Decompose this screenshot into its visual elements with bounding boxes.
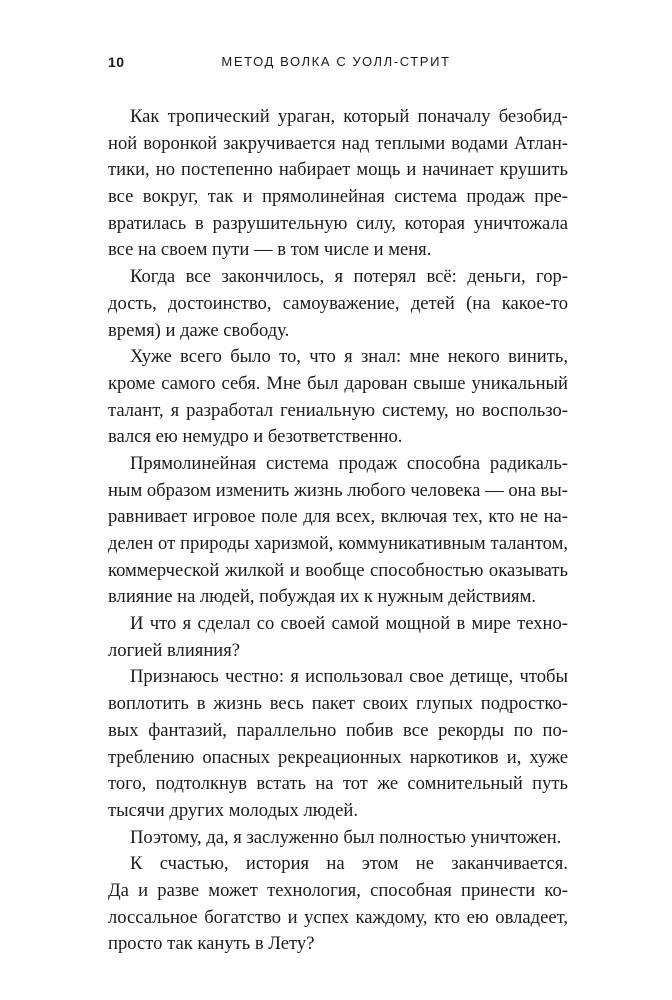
paragraph xyxy=(108,344,568,451)
body-text xyxy=(108,104,568,958)
text-line: ной воронкой закручивается над теплыми водами Атлан- xyxy=(108,132,568,154)
text-line: Хуже всего было то, что я знал: мне некого винить, xyxy=(130,346,568,368)
text-line: воплотить в жизнь весь пакет своих глупых подростко- xyxy=(108,693,568,715)
text-line: Признаюсь честно: я использовал свое детище, чтобы xyxy=(130,666,568,688)
text-line: лоссальное богатство и успех каждому, кто ею овладеет, xyxy=(108,906,568,928)
paragraph xyxy=(108,104,568,264)
paragraph xyxy=(108,851,568,958)
page-header xyxy=(108,54,564,74)
text-line: дость, достоинство, самоуважение, детей (на какое-то xyxy=(108,292,568,314)
text-line: Прямолинейная система продаж способна радикаль- xyxy=(130,452,568,474)
paragraph xyxy=(108,664,568,824)
text-line: логией влияния? xyxy=(108,639,241,661)
text-line: К счастью, история на этом не заканчивается. xyxy=(130,853,568,875)
text-line: кроме самого себя. Мне был дарован свыше уникальный xyxy=(108,372,568,394)
paragraph xyxy=(108,825,568,852)
text-line: Да и разве может технология, способная принести ко- xyxy=(108,879,568,901)
page-number: 10 xyxy=(108,54,125,70)
text-line: И что я сделал со своей самой мощной в мире техно- xyxy=(130,613,568,635)
paragraph xyxy=(108,611,568,664)
text-line: тики, но постепенно набирает мощь и начинает крушить xyxy=(108,159,568,181)
paragraph xyxy=(108,451,568,611)
text-line: все вокруг, так и прямолинейная система продаж пре- xyxy=(108,186,568,208)
text-line: вых фантазий, параллельно побив все рекорды по по- xyxy=(108,719,568,741)
text-line: коммерческой жилкой и вообще способностью оказывать xyxy=(108,559,568,581)
text-line: влияние на людей, побуждая их к нужным действиям. xyxy=(108,586,536,608)
text-line: делен от природы харизмой, коммуникативным талантом, xyxy=(108,533,568,554)
paragraph xyxy=(108,264,568,344)
text-line: тысячи других молодых людей. xyxy=(108,799,358,821)
text-line: все на своем пути — в том числе и меня. xyxy=(108,239,432,261)
text-line: ным образом изменить жизнь любого человека — она вы- xyxy=(108,479,568,501)
text-line: Как тропический ураган, который поначалу безобид- xyxy=(130,106,568,127)
text-line: талант, я разработал гениальную систему, но воспользо- xyxy=(108,399,568,421)
text-line: Поэтому, да, я заслуженно был полностью уничтожен. xyxy=(130,826,562,848)
running-title: МЕТОД ВОЛКА С УОЛЛ-СТРИТ xyxy=(221,54,451,69)
text-line: вался ею немудро и безответственно. xyxy=(108,426,403,448)
text-line: просто так кануть в Лету? xyxy=(108,933,315,955)
text-line: время) и даже свободу. xyxy=(108,319,290,341)
text-line: равнивает игровое поле для всех, включая тех, кто не на- xyxy=(108,506,568,528)
text-line: того, подтолкнув встать на тот же сомнительный путь xyxy=(108,773,568,795)
text-line: треблению опасных рекреационных наркотиков и, хуже xyxy=(108,746,568,768)
text-line: вратилась в разрушительную силу, которая уничтожала xyxy=(108,212,568,234)
text-line: Когда все закончилось, я потерял всё: деньги, гор- xyxy=(130,266,568,288)
